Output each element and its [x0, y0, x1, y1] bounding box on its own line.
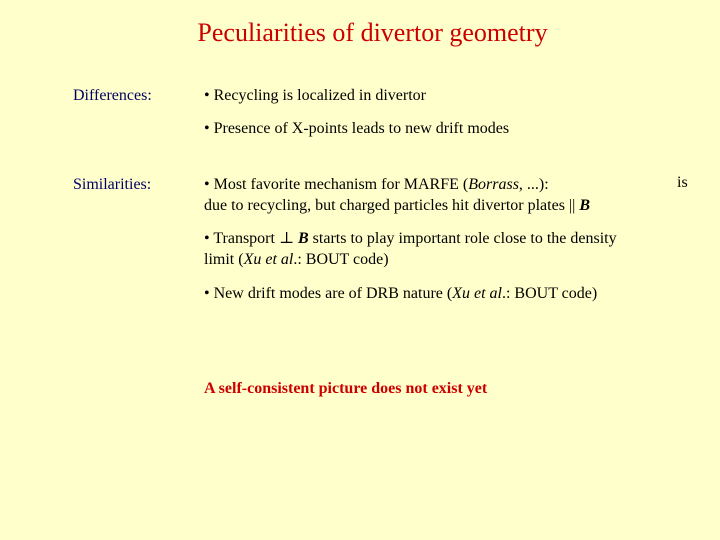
marfe-trailing-is: is: [677, 174, 688, 191]
transport-field-b: B: [298, 230, 309, 247]
transport-text-pre: • Transport ⊥: [204, 230, 298, 247]
drift-text-post: .: BOUT code): [501, 285, 598, 302]
transport-line2-post: .: BOUT code): [293, 251, 389, 268]
similarity-item-marfe: [204, 174, 590, 216]
drift-text-pre: • New drift modes are of DRB nature (: [204, 285, 453, 302]
differences-label: Differences:: [73, 87, 152, 104]
similarities-label: Similarities:: [73, 176, 152, 193]
drift-citation: Xu et al: [452, 285, 502, 302]
marfe-citation: Borrass: [468, 176, 519, 193]
similarity-item-drift-modes: [204, 283, 597, 304]
marfe-text-line2: due to recycling, but charged particles hit divertor plates ||: [204, 197, 580, 214]
marfe-text-post: , ...):: [518, 176, 549, 193]
difference-item-x-points: • Presence of X-points leads to new drift modes: [204, 120, 510, 137]
transport-line2-pre: limit (: [204, 251, 244, 268]
slide-title: Peculiarities of divertor geometry: [197, 18, 548, 47]
transport-text-post: starts to play important role close to the density: [308, 230, 617, 247]
marfe-field-b: B: [579, 197, 590, 214]
marfe-text-pre: • Most favorite mechanism for MARFE (: [204, 176, 469, 193]
similarity-item-transport: [204, 228, 617, 270]
conclusion-text: A self-consistent picture does not exist yet: [204, 380, 488, 397]
difference-item-recycling: • Recycling is localized in divertor: [204, 87, 426, 104]
transport-citation: Xu et al: [243, 251, 294, 268]
